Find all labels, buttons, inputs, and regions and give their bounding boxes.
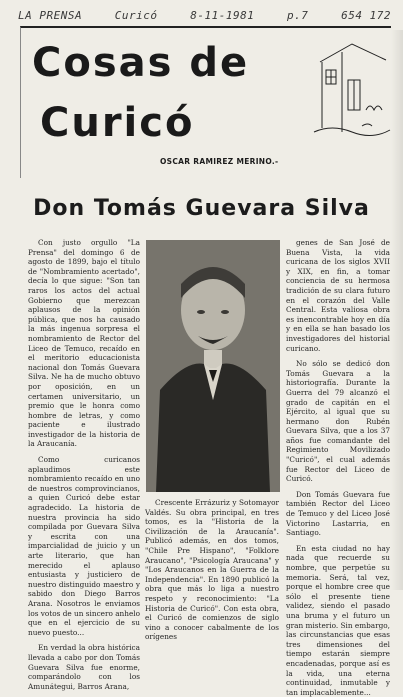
city-note: Curicó bbox=[114, 8, 158, 22]
page-note: p.7 bbox=[287, 8, 309, 22]
portrait-photo bbox=[146, 240, 280, 492]
paragraph: Con justo orgullo "La Prensa" del domingo 6 de agosto de 1899, bajo el título de "Nombramiento acertado", decía lo que sigue: "Son tan raros los actos del actual Gobierno que merezcan aplausos de la opinión pública, que nos ha causado la más ingenua sorpresa el nombramiento de Rector del Liceo de Temuco, recaído en el meritorio educacionista nacional don Tomás Guevara Silva. Ne ha de mucho obtuvo por oposición, en un certamen universitario, un premio que le honra como hombre de letras, y como paciente e ilustrado investigador de la historia de la Araucanía. bbox=[28, 238, 140, 449]
paragraph: No sólo se dedicó don Tomás Guevara a la historiografía. Durante la Guerra del 79 alcanzó el grado de capitán en el Ejército, al igual que su hermano don Rubén Guevara Silva, que a los 37 años fue comandante del Regimiento Movilizado "Curicó", el cual además fue Rector del Liceo de Curicó. bbox=[286, 359, 390, 484]
paragraph: En esta ciudad no hay nada que recuerde su nombre, que perpetúe su memoria. Será, tal vez, porque el hombre cree que sólo el presente tiene validez, siendo el pasado una bruma y el futuro un gran misterio. Sin embargo, las circunstancias que esas tres dimensiones del tiempo estarán siempre encadenadas, porque así es la vida, una eterna continuidad, inmutable y tan implacablemente... bbox=[286, 543, 390, 697]
paragraph: En verdad la obra histórica llevada a cabo por don Tomás Guevara Silva fue enorme, comparándolo con los Amunátegui, Barros Arana, bbox=[28, 643, 140, 691]
article-column-1 bbox=[28, 238, 140, 691]
church-sketch-icon bbox=[312, 40, 392, 140]
paragraph: Como curicanos aplaudimos este nombramiento recaído en uno de nuestros comprovincianos, a quien Curicó debe estar agradecido. La historia de nuestra provincia ha sido compilada por Guevara Silva y escrita con una imparcialidad de juicio y un arte literario, que han merecido el aplauso entusiasta y justiciero de nuestro distinguido maestro y sabido don Diego Barros Arana. Nosotros le enviamos los votos de un sincero anhelo que en el ejercicio de su nuevo puesto... bbox=[28, 455, 140, 637]
column-title-line2: Curicó bbox=[40, 100, 195, 146]
article-column-2 bbox=[145, 498, 279, 642]
byline: OSCAR RAMIREZ MERINO.- bbox=[160, 157, 279, 166]
page-edge-shadow bbox=[391, 30, 403, 590]
paragraph: Crescente Errázuriz y Sotomayor Valdés. Su obra principal, en tres tomos, es la "Historia de la Civilización de la Araucanía". Publicó además, en dos tomos, "Chile Pre Hispano", "Folklore Araucano", "Psicología Araucana" y "Los Araucanos en la Guerra de la Independencia". En 1890 publicó la obra que más lo liga a nuestro respeto y reconocimiento: "La Historia de Curicó". Con esta obra, el Curicó de comienzos de siglo vino a conocer cabalmente de los orígenes bbox=[145, 498, 279, 642]
handwritten-annotation bbox=[18, 6, 391, 24]
article-headline: Don Tomás Guevara Silva bbox=[33, 196, 370, 221]
paragraph: genes de San José de Buena Vista, la vida curicana de los siglos XVII y XIX, en fin, a tomar conciencia de su hermosa tradición de su clara futuro en el corazón del Valle Central. Esta valiosa obra es inencontrable hoy en día y en ella se han basado los investigadores del historial curicano. bbox=[286, 238, 390, 353]
column-title-line1: Cosas de bbox=[32, 40, 250, 86]
article-column-3 bbox=[286, 238, 390, 697]
ref-note: 654 172 bbox=[341, 8, 391, 22]
source-note: LA PRENSA bbox=[18, 8, 83, 22]
paragraph: Don Tomás Guevara fue también Rector del Liceo de Temuco y del Liceo José Victorino Lastarria, en Santiago. bbox=[286, 489, 390, 538]
date-note: 8-11-1981 bbox=[190, 8, 255, 22]
